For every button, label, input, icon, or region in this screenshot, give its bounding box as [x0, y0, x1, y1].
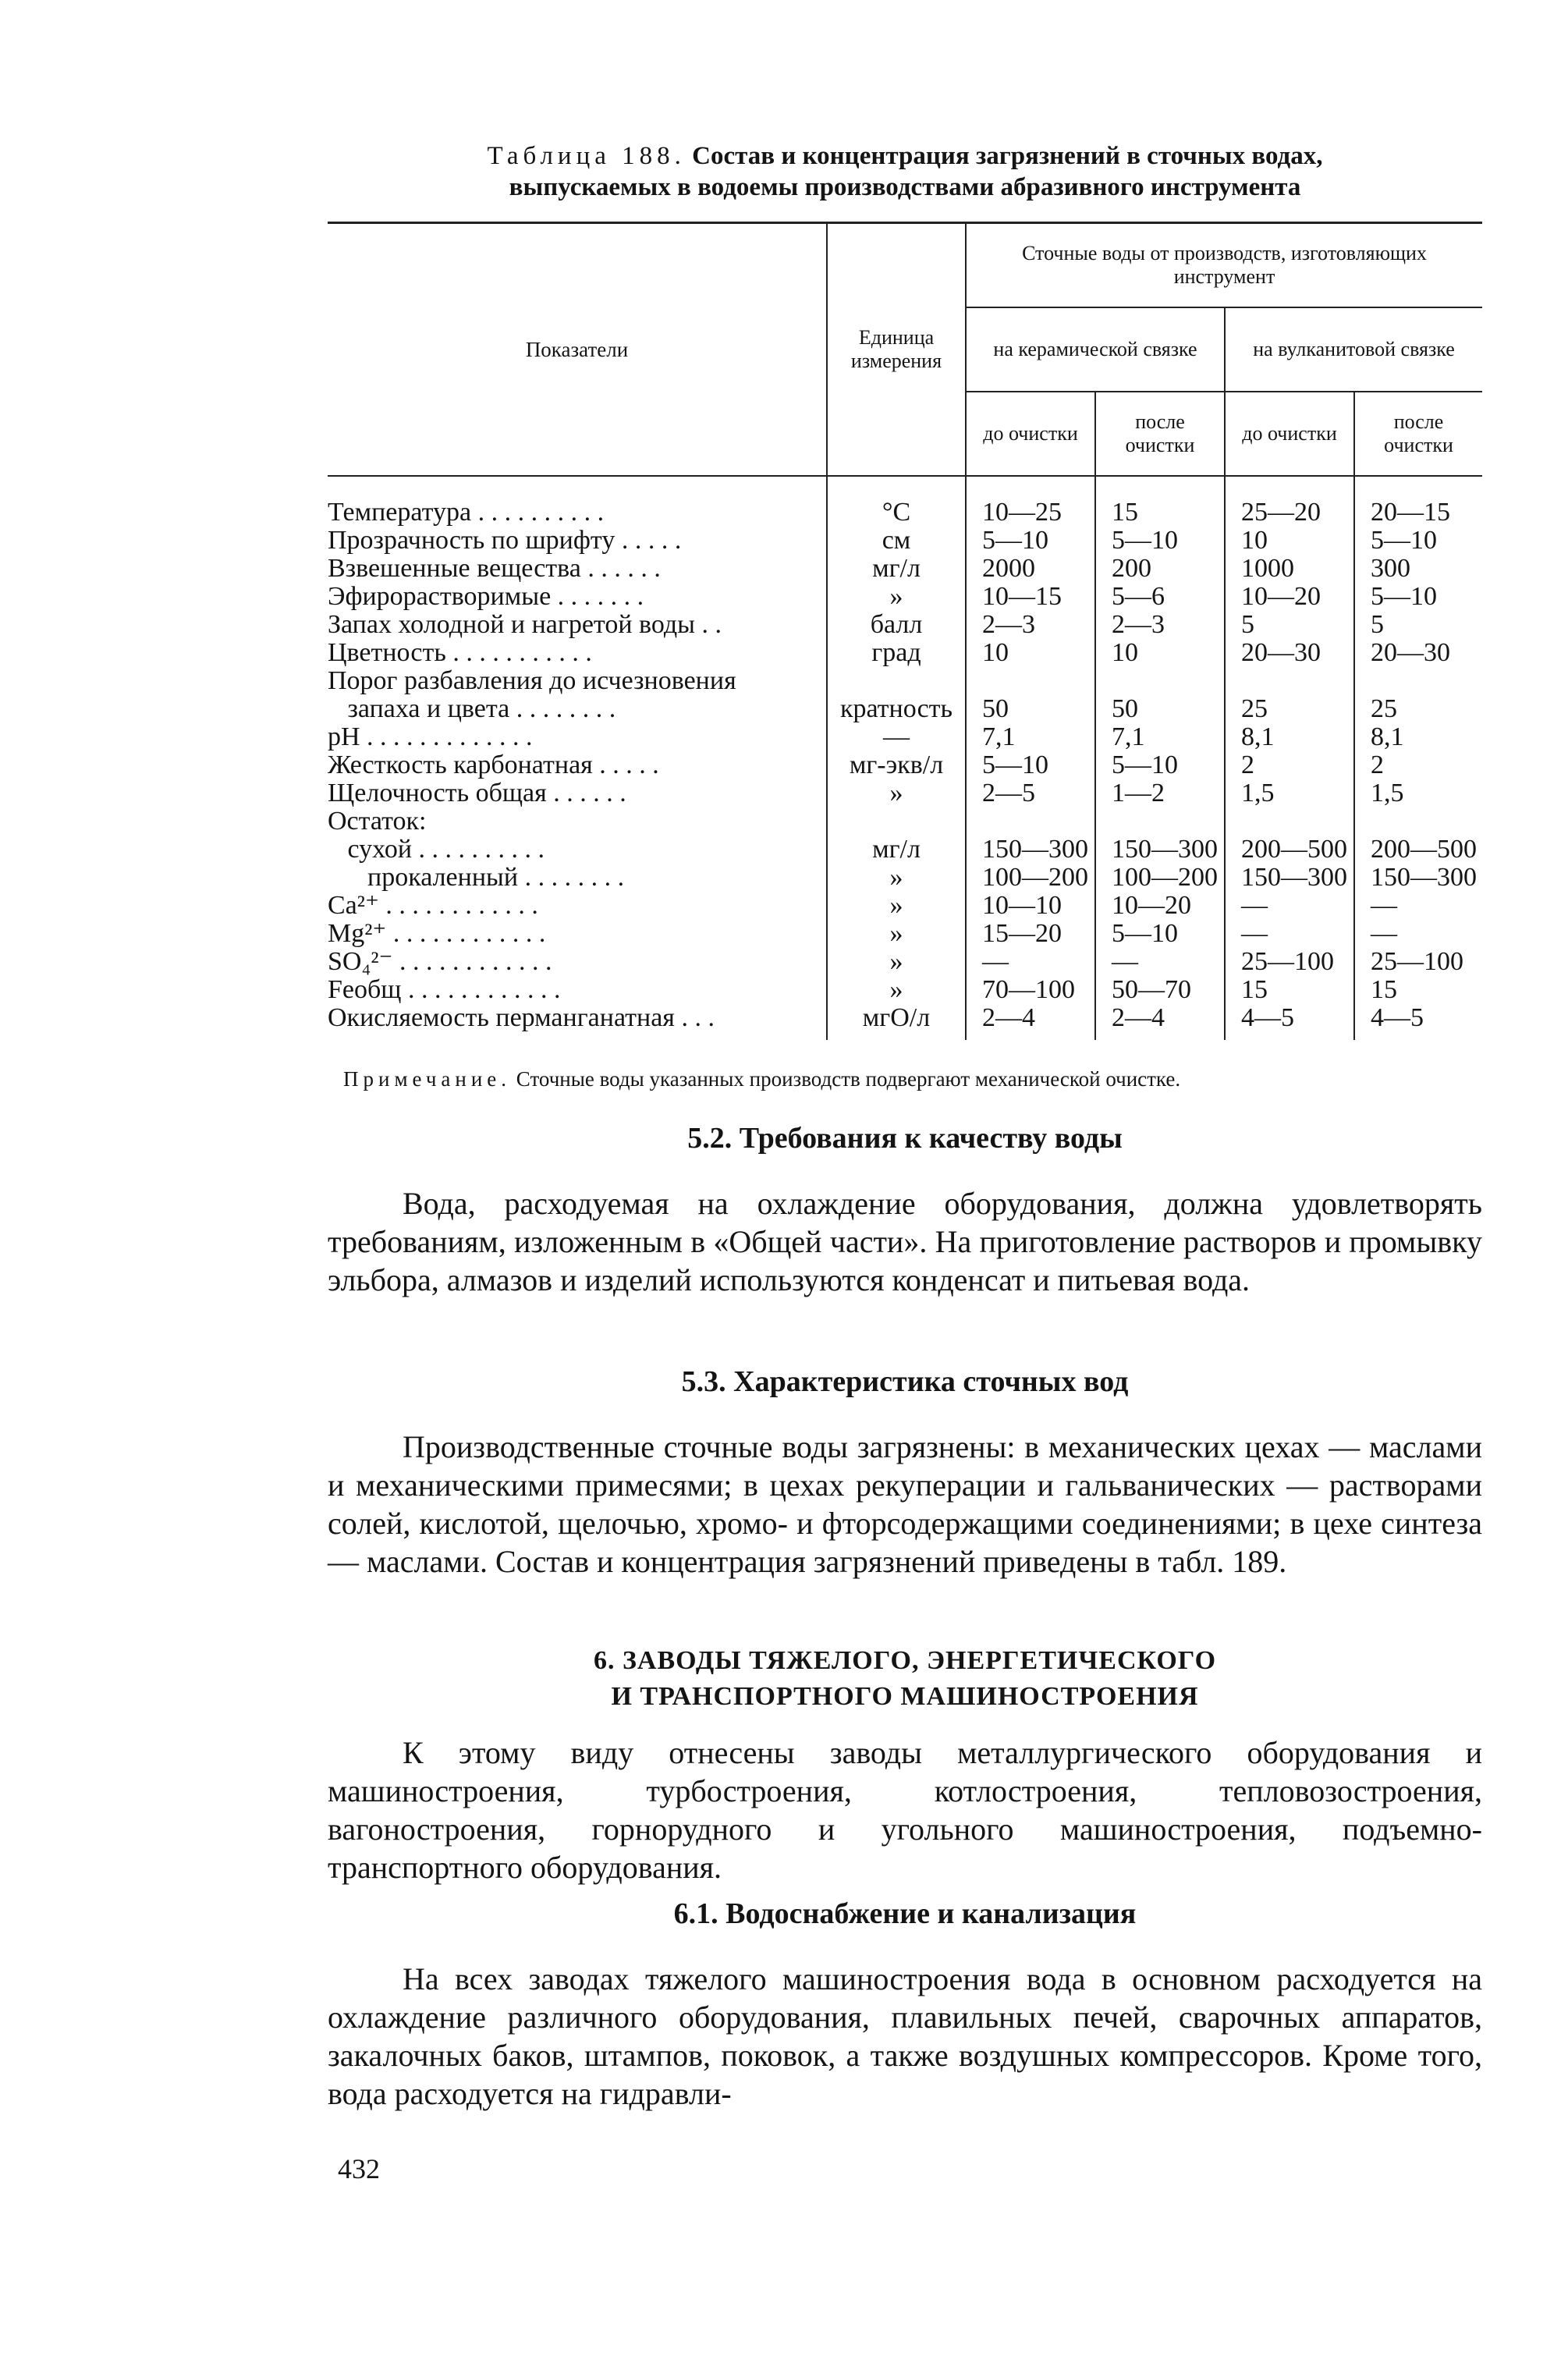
row-indicator: Щелочность общая . . . . . .: [328, 779, 626, 807]
header-vulcanite-before: до очистки: [1225, 392, 1354, 476]
table-row: [328, 723, 1482, 751]
cell-vulcanite-before: 15: [1225, 976, 1354, 1004]
table-row: [328, 476, 1482, 527]
cell-vulcanite-after: 5—10: [1354, 527, 1482, 555]
row-indicator: Ca²⁺ . . . . . . . . . . . .: [328, 891, 538, 920]
row-indicator: Эфирорастворимые . . . . . . .: [328, 582, 644, 611]
cell-vulcanite-after: 200—500: [1354, 836, 1482, 864]
cell-ceramic-before: 150—300: [966, 836, 1095, 864]
cell-ceramic-before: 10—25: [966, 476, 1095, 527]
row-indicator: pH . . . . . . . . . . . . .: [328, 722, 533, 751]
row-unit: »: [827, 976, 966, 1004]
table-row: [328, 639, 1482, 667]
table-row: [328, 611, 1482, 639]
row-indicator: Взвешенные вещества . . . . . .: [328, 554, 661, 583]
cell-ceramic-after: 5—10: [1095, 527, 1225, 555]
row-unit: [827, 667, 966, 695]
table-row: [328, 779, 1482, 807]
cell-ceramic-after: 15: [1095, 476, 1225, 527]
paragraph-5-2: Вода, расходуемая на охлаждение оборудования, должна удовлетворять требованиям, изложенным в «Общей части». На приготовление растворов и промывку эльбора, алмазов и изделий используются конденсат и питьевая вода.: [328, 1186, 1482, 1297]
cell-vulcanite-before: 1,5: [1225, 779, 1354, 807]
header-vulcanite: на вулканитовой связке: [1225, 307, 1482, 392]
row-indicator: запаха и цвета . . . . . . . .: [328, 694, 616, 723]
cell-ceramic-before: 2000: [966, 555, 1095, 583]
header-group: Сточные воды от производств, изготовляющих инструмент: [966, 223, 1482, 307]
row-indicator: Feобщ . . . . . . . . . . . .: [328, 975, 561, 1004]
row-indicator: сухой . . . . . . . . . .: [328, 835, 545, 864]
row-unit: °C: [827, 476, 966, 527]
cell-ceramic-after: —: [1095, 948, 1225, 976]
row-unit: —: [827, 723, 966, 751]
table-row: [328, 948, 1482, 976]
paragraph-6: К этому виду отнесены заводы металлургического оборудования и машиностроения, турбостроения, котлостроения, тепловозостроения, вагоностроения, горнорудного и угольного машиностроения, подъемно-транспортного оборудования.: [328, 1735, 1482, 1885]
header-indicators: Показатели: [328, 223, 827, 476]
table-caption: [328, 140, 1482, 203]
cell-vulcanite-after: 1,5: [1354, 779, 1482, 807]
table-row: [328, 920, 1482, 948]
row-indicator: прокаленный . . . . . . . .: [328, 863, 625, 892]
cell-vulcanite-before: 200—500: [1225, 836, 1354, 864]
row-indicator: Цветность . . . . . . . . . . .: [328, 638, 592, 667]
cell-ceramic-before: 10: [966, 639, 1095, 667]
row-indicator: SO₄²⁻ . . . . . . . . . . . .: [328, 947, 552, 976]
cell-ceramic-after: 5—10: [1095, 751, 1225, 779]
table-188: [328, 222, 1482, 1040]
cell-ceramic-after: 10—20: [1095, 892, 1225, 920]
cell-ceramic-before: 15—20: [966, 920, 1095, 948]
pollution-table: [328, 222, 1482, 1040]
table-row: [328, 527, 1482, 555]
row-indicator: Окисляемость перманганатная . . .: [328, 1003, 715, 1032]
cell-vulcanite-after: 25: [1354, 695, 1482, 723]
cell-vulcanite-after: 15: [1354, 976, 1482, 1004]
cell-ceramic-after: 7,1: [1095, 723, 1225, 751]
cell-vulcanite-before: 150—300: [1225, 864, 1354, 892]
row-unit: »: [827, 948, 966, 976]
table-row: [328, 1004, 1482, 1040]
row-indicator: Остаток:: [328, 807, 427, 836]
row-unit: мгО/л: [827, 1004, 966, 1040]
row-unit: »: [827, 920, 966, 948]
row-unit: »: [827, 864, 966, 892]
paragraph-6-1: На всех заводах тяжелого машиностроения вода в основном расходуется на охлаждение различного оборудования, плавильных печей, сварочных аппаратов, закалочных баков, штампов, поковок, а также воздушных компрессоров. Кроме того, вода расходуется на гидравли-: [328, 1961, 1482, 2111]
cell-vulcanite-after: 2: [1354, 751, 1482, 779]
table-row: [328, 751, 1482, 779]
cell-vulcanite-after: [1354, 807, 1482, 836]
cell-ceramic-before: 50: [966, 695, 1095, 723]
cell-vulcanite-after: —: [1354, 920, 1482, 948]
cell-ceramic-before: [966, 667, 1095, 695]
cell-vulcanite-before: [1225, 667, 1354, 695]
cell-vulcanite-after: 150—300: [1354, 864, 1482, 892]
cell-ceramic-after: 5—10: [1095, 920, 1225, 948]
row-unit: »: [827, 892, 966, 920]
row-indicator: Запах холодной и нагретой воды . .: [328, 610, 722, 639]
cell-vulcanite-before: 20—30: [1225, 639, 1354, 667]
cell-ceramic-before: 5—10: [966, 527, 1095, 555]
cell-ceramic-after: [1095, 807, 1225, 836]
cell-ceramic-before: —: [966, 948, 1095, 976]
row-unit: см: [827, 527, 966, 555]
heading-5-3: 5.3. Характеристика сточных вод: [681, 1365, 1129, 1398]
cell-vulcanite-before: 10—20: [1225, 583, 1354, 611]
cell-ceramic-before: 100—200: [966, 864, 1095, 892]
cell-vulcanite-before: 8,1: [1225, 723, 1354, 751]
cell-ceramic-after: 2—3: [1095, 611, 1225, 639]
table-row: [328, 555, 1482, 583]
table-note: [343, 1066, 1482, 1092]
page-number: 432: [338, 2153, 380, 2184]
table-row: [328, 976, 1482, 1004]
cell-vulcanite-after: 20—30: [1354, 639, 1482, 667]
table-row: [328, 836, 1482, 864]
cell-ceramic-before: 10—10: [966, 892, 1095, 920]
row-unit: [827, 807, 966, 836]
note-label: Примечание.: [343, 1067, 512, 1091]
row-unit: кратность: [827, 695, 966, 723]
heading-6: [328, 1643, 1482, 1715]
row-unit: »: [827, 779, 966, 807]
note-text: Сточные воды указанных производств подвергают механической очистке.: [516, 1067, 1181, 1091]
table-row: [328, 667, 1482, 695]
cell-vulcanite-before: —: [1225, 920, 1354, 948]
cell-vulcanite-after: 20—15: [1354, 476, 1482, 527]
cell-vulcanite-before: [1225, 807, 1354, 836]
cell-vulcanite-after: —: [1354, 892, 1482, 920]
table-row: [328, 583, 1482, 611]
cell-vulcanite-after: [1354, 667, 1482, 695]
heading-6-line2: И ТРАНСПОРТНОГО МАШИНОСТРОЕНИЯ: [611, 1682, 1199, 1711]
cell-ceramic-after: 2—4: [1095, 1004, 1225, 1040]
heading-6-line1: 6. ЗАВОДЫ ТЯЖЕЛОГО, ЭНЕРГЕТИЧЕСКОГО: [593, 1646, 1217, 1675]
cell-vulcanite-after: 300: [1354, 555, 1482, 583]
table-row: [328, 864, 1482, 892]
row-indicator: Температура . . . . . . . . . .: [328, 497, 605, 527]
cell-ceramic-after: 5—6: [1095, 583, 1225, 611]
table-row: [328, 695, 1482, 723]
cell-ceramic-after: 100—200: [1095, 864, 1225, 892]
table-row: [328, 807, 1482, 836]
cell-vulcanite-before: 10: [1225, 527, 1354, 555]
row-unit: мг/л: [827, 836, 966, 864]
header-ceramic: на керамической связке: [966, 307, 1225, 392]
table-caption-title-line2: выпускаемых в водоемы производствами абразивного инструмента: [509, 173, 1301, 201]
cell-ceramic-after: [1095, 667, 1225, 695]
cell-ceramic-before: 7,1: [966, 723, 1095, 751]
heading-5-2: 5.2. Требования к качеству воды: [687, 1122, 1123, 1155]
cell-vulcanite-after: 4—5: [1354, 1004, 1482, 1040]
cell-ceramic-after: 150—300: [1095, 836, 1225, 864]
table-row: [328, 892, 1482, 920]
header-ceramic-after: после очистки: [1095, 392, 1225, 476]
table-body: [328, 476, 1482, 1040]
cell-vulcanite-before: 25—100: [1225, 948, 1354, 976]
cell-ceramic-before: 70—100: [966, 976, 1095, 1004]
heading-6-1: 6.1. Водоснабжение и канализация: [673, 1897, 1137, 1930]
cell-vulcanite-after: 5—10: [1354, 583, 1482, 611]
cell-ceramic-before: 2—5: [966, 779, 1095, 807]
row-indicator: Жесткость карбонатная . . . . .: [328, 751, 659, 779]
row-indicator: Порог разбавления до исчезновения: [328, 666, 736, 695]
cell-ceramic-before: 10—15: [966, 583, 1095, 611]
cell-ceramic-after: 200: [1095, 555, 1225, 583]
header-ceramic-before: до очистки: [966, 392, 1095, 476]
cell-ceramic-before: 5—10: [966, 751, 1095, 779]
cell-ceramic-before: 2—4: [966, 1004, 1095, 1040]
cell-vulcanite-before: 25: [1225, 695, 1354, 723]
cell-vulcanite-before: 25—20: [1225, 476, 1354, 527]
cell-vulcanite-after: 8,1: [1354, 723, 1482, 751]
cell-vulcanite-before: 1000: [1225, 555, 1354, 583]
row-unit: мг-экв/л: [827, 751, 966, 779]
row-unit: мг/л: [827, 555, 966, 583]
cell-ceramic-after: 1—2: [1095, 779, 1225, 807]
row-unit: »: [827, 583, 966, 611]
paragraph-5-3: Производственные сточные воды загрязнены: в механических цехах — маслами и механическими примесями; в цехах рекуперации и гальванических — растворами солей, кислотой, щелочью, хромо- и фторсодержащими соединениями; в цехе синтеза — маслами. Состав и концентрация загрязнений приведены в табл. 189.: [328, 1429, 1482, 1579]
cell-ceramic-before: [966, 807, 1095, 836]
cell-vulcanite-after: 5: [1354, 611, 1482, 639]
cell-ceramic-after: 50—70: [1095, 976, 1225, 1004]
cell-ceramic-after: 10: [1095, 639, 1225, 667]
cell-vulcanite-before: —: [1225, 892, 1354, 920]
row-unit: балл: [827, 611, 966, 639]
row-indicator: Прозрачность по шрифту . . . . .: [328, 526, 682, 555]
cell-ceramic-after: 50: [1095, 695, 1225, 723]
cell-ceramic-before: 2—3: [966, 611, 1095, 639]
row-unit: град: [827, 639, 966, 667]
cell-vulcanite-before: 2: [1225, 751, 1354, 779]
table-caption-title-line1: Состав и концентрация загрязнений в сточных водах,: [692, 142, 1323, 170]
header-unit: Единица измерения: [827, 223, 966, 476]
cell-vulcanite-before: 5: [1225, 611, 1354, 639]
table-caption-label: Таблица 188.: [487, 142, 686, 170]
row-indicator: Mg²⁺ . . . . . . . . . . . .: [328, 919, 546, 948]
header-vulcanite-after: после очистки: [1354, 392, 1482, 476]
cell-vulcanite-before: 4—5: [1225, 1004, 1354, 1040]
cell-vulcanite-after: 25—100: [1354, 948, 1482, 976]
